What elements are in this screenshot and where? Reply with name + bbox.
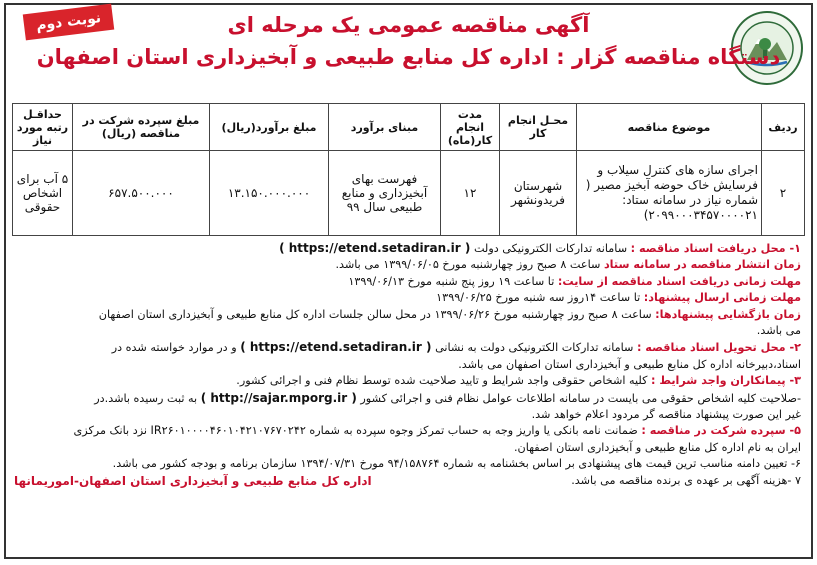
tender-notice	[4, 3, 813, 559]
cell-location: شهرستان فریدونشهر	[500, 151, 577, 236]
setad-link[interactable]: ( https://etend.setadiran.ir )	[279, 241, 471, 255]
cell-estimate-amount: ۱۳.۱۵۰.۰۰۰.۰۰۰	[210, 151, 329, 236]
signature: اداره کل منابع طبیعی و آبخیزداری استان اصفهان-اموریمانها	[14, 473, 372, 488]
col-min-grade: حداقـل رتبه مورد نیاز	[13, 104, 73, 151]
notice-title: آگهی مناقصه عمومی یک مرحله ای	[227, 13, 590, 37]
cell-deposit-amount: ۶۵۷.۵۰۰.۰۰۰	[73, 151, 210, 236]
col-estimate-amount: مبلغ برآورد(ریال)	[210, 104, 329, 151]
doc-delivery-cont: اسناد،دبیرخانه اداره کل منابع طبیعی و آبخیزداری استان اصفهان می باشد.	[458, 357, 801, 371]
notice-subtitle: دستگاه مناقصه گزار : اداره کل منابع طبیعی و آبخیزداری استان اصفهان	[36, 45, 781, 69]
submission-deadline: مهلت زمانی ارسال پیشنهاد: تا ساعت ۱۴روز سه شنبه مورخ ۱۳۹۹/۰۶/۲۵	[436, 291, 801, 305]
col-subject: موضوع مناقصه	[577, 104, 762, 151]
doc-receipt-location: ۱- محل دریافت اسناد مناقصه : سامانه تدارکات الکترونیکی دولت ( https://etend.setadiran.ir )	[279, 241, 801, 255]
cell-subject: اجرای سازه های کنترل سیلاب و فرسایش خاک حوضه آبخیز مصیر ( شماره نیاز در سامانه ستاد: ۲۰۹۹۰۰۰۳۴۵۷۰۰۰۰۲۱)	[577, 151, 762, 236]
doc-delivery-location: ۲- محل تحویل اسناد مناقصه : سامانه تدارکات الکترونیکی دولت به نشانی ( https://etend.setadiran.ir ) و در موارد خواسته شده در	[111, 340, 801, 355]
col-duration: مدت انجام کار(ماه)	[441, 104, 500, 151]
table-row	[13, 151, 805, 236]
col-row-number: ردیف	[762, 104, 805, 151]
deposit-info-cont: ایران به نام اداره کل منابع طبیعی و آبخیزداری استان اصفهان.	[513, 440, 801, 454]
publish-time: زمان انتشار مناقصه در سامانه ستاد ساعت ۸ صبح روز چهارشنبه مورخ ۱۳۹۹/۰۶/۰۵ می باشد.	[335, 258, 801, 272]
col-location: محـل انجام کار	[500, 104, 577, 151]
ad-cost-note: ۷ -هزینه آگهی بر عهده ی برنده مناقصه می باشد. اداره کل منابع طبیعی و آبخیزداری استان اصفهان-اموریمانها	[14, 473, 801, 488]
notice-body	[14, 240, 801, 489]
sajar-link[interactable]: ( http://sajar.mporg.ir )	[200, 390, 357, 405]
cell-duration: ۱۲	[441, 151, 500, 236]
opening-time: زمان بازگشایی پیشنهادها: ساعت ۸ صبح روز چهارشنبه مورخ ۱۳۹۹/۰۶/۲۶ در محل سالن جلسات اداره کل منابع طبیعی و آبخیزداری استان اصفهان	[98, 307, 801, 321]
cell-min-grade: ۵ آب برای اشخاص حقوقی	[13, 151, 73, 236]
cell-row-number: ۲	[762, 151, 805, 236]
qualified-contractors: ۳- پیمانکاران واجد شرایط : کلیه اشخاص حقوقی واجد شرایط و تایید صلاحیت شده توسط نظام فنی و اجرائی کشور.	[236, 374, 801, 388]
second-publication-badge: نوبت دوم	[23, 4, 115, 41]
opening-time-cont: می باشد.	[756, 324, 801, 338]
qualification-note: -صلاحیت کلیه اشخاص حقوقی می بایست در سامانه اطلاعات عوامل نظام فنی و اجرائی کشور ( http://sajar.mporg.ir ) به ثبت رسیده باشد.در	[94, 390, 801, 405]
tender-table	[12, 103, 805, 236]
qualification-note-cont: غیر این صورت پیشنهاد مناقصه گر مردود اعلام خواهد شد.	[531, 408, 801, 422]
price-range-rule: ۶- تعیین دامنه مناسب ترین قیمت های پیشنهادی بر اساس بخشنامه به شماره ۹۴/۱۵۸۷۶۴ مورخ ۱۳۹۴/۰۷/۳۱ سازمان برنامه و بودجه کشور می باشد.	[112, 457, 801, 471]
table-header-row	[13, 104, 805, 151]
col-estimate-basis: مبنای برآورد	[329, 104, 441, 151]
header	[6, 5, 811, 93]
doc-receipt-deadline: مهلت زمانی دریافت اسناد مناقصه از سایت: تا ساعت ۱۹ روز پنج شنبه مورخ ۱۳۹۹/۰۶/۱۳	[348, 274, 801, 288]
cell-estimate-basis: فهرست بهای آبخیزداری و منابع طبیعی سال ۹۹	[329, 151, 441, 236]
deposit-info: ۵- سپرده شرکت در مناقصه : ضمانت نامه بانکی یا واریز وجه به حساب تمرکز وجوه سپرده به شماره IR۲۶۰۱۰۰۰۰۴۶۰۱۰۴۲۱۰۷۶۷۰۲۴۲ نزد بانک مرکزی	[73, 424, 801, 438]
col-deposit-amount: مبلغ سپرده شرکت در مناقصه (ریال)	[73, 104, 210, 151]
setad-link-2[interactable]: ( https://etend.setadiran.ir )	[240, 340, 432, 355]
